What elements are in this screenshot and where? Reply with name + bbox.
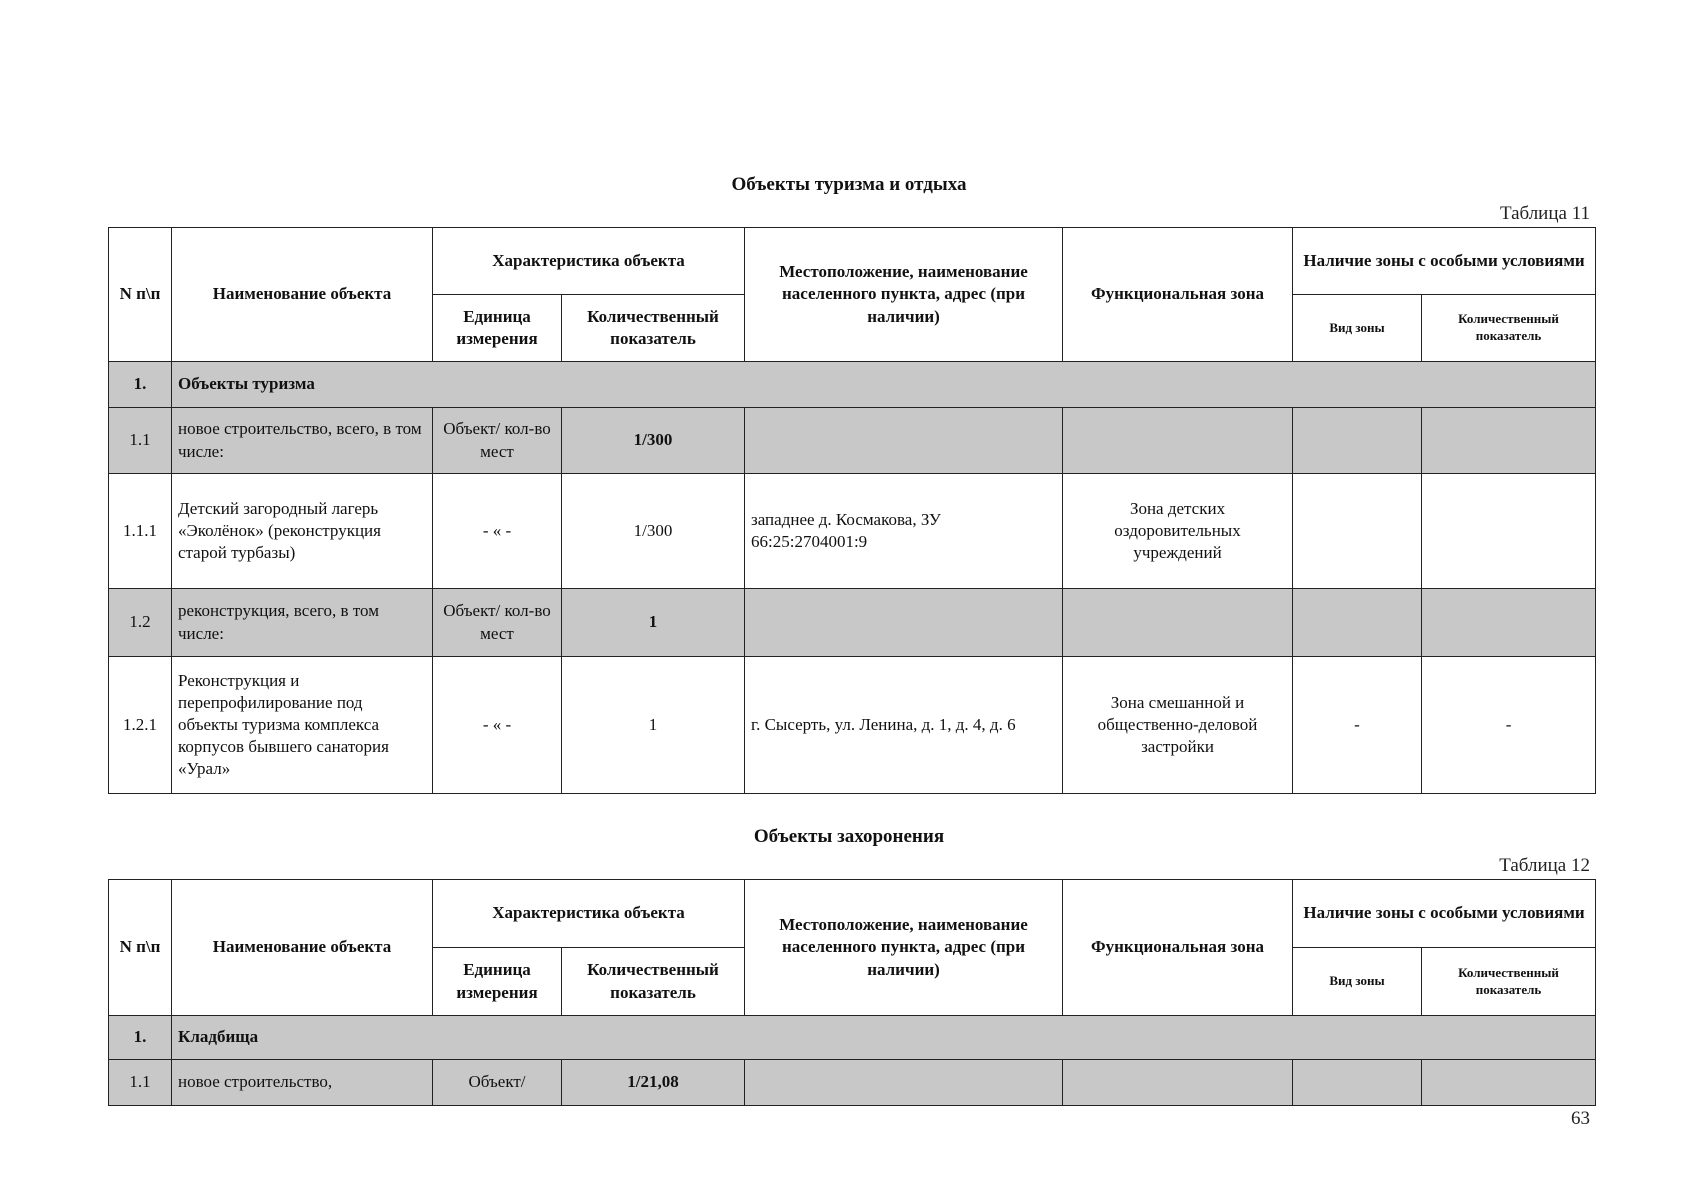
row-qty: 1/21,08	[562, 1060, 745, 1106]
row-special-type	[1293, 589, 1422, 657]
header-characteristic: Характеристика объекта	[433, 228, 745, 295]
row-special-qty	[1422, 408, 1596, 474]
table-row	[109, 474, 1596, 589]
header-special-type: Вид зоны	[1293, 295, 1422, 362]
header-location: Местоположение, наименование населенного пункта, адрес (при наличии)	[745, 880, 1063, 1016]
row-name: новое строительство,	[172, 1060, 433, 1106]
row-unit: - « -	[433, 474, 562, 589]
header-characteristic: Характеристика объекта	[433, 880, 745, 948]
row-location: западнее д. Космакова, ЗУ 66:25:2704001:9	[745, 474, 1063, 589]
table-11	[108, 227, 1596, 794]
row-location	[745, 408, 1063, 474]
row-num: 1.2	[109, 589, 172, 657]
row-qty: 1/300	[562, 408, 745, 474]
row-unit: Объект/ кол-во мест	[433, 408, 562, 474]
table-row	[109, 1060, 1596, 1106]
header-num: N п\п	[109, 228, 172, 362]
header-name: Наименование объекта	[172, 880, 433, 1016]
header-zone: Функциональная зона	[1063, 228, 1293, 362]
section-row	[109, 362, 1596, 408]
row-qty: 1	[562, 589, 745, 657]
header-special-qty: Количественный показатель	[1422, 295, 1596, 362]
table-row	[109, 657, 1596, 794]
header-name: Наименование объекта	[172, 228, 433, 362]
row-zone	[1063, 1060, 1293, 1106]
header-num: N п\п	[109, 880, 172, 1016]
header-special: Наличие зоны с особыми условиями	[1293, 880, 1596, 948]
row-special-type	[1293, 474, 1422, 589]
row-special-qty: -	[1422, 657, 1596, 794]
row-name: Реконструкция и перепрофилирование под объекты туризма комплекса корпусов бывшего санатория «Урал»	[172, 657, 433, 794]
row-location: г. Сысерть, ул. Ленина, д. 1, д. 4, д. 6	[745, 657, 1063, 794]
header-special-type: Вид зоны	[1293, 948, 1422, 1016]
row-special-type	[1293, 408, 1422, 474]
row-num: 1.1	[109, 408, 172, 474]
row-unit: Объект/ кол-во мест	[433, 589, 562, 657]
row-name: Детский загородный лагерь «Эколёнок» (реконструкция старой турбазы)	[172, 474, 433, 589]
header-special-qty: Количественный показатель	[1422, 948, 1596, 1016]
row-unit: Объект/	[433, 1060, 562, 1106]
table-row	[109, 408, 1596, 474]
row-qty: 1/300	[562, 474, 745, 589]
section-name: Объекты туризма	[172, 362, 1596, 408]
row-special-qty	[1422, 1060, 1596, 1106]
section-num: 1.	[109, 1016, 172, 1060]
row-num: 1.1.1	[109, 474, 172, 589]
row-special-type: -	[1293, 657, 1422, 794]
page-number: 63	[1571, 1108, 1590, 1129]
row-special-type	[1293, 1060, 1422, 1106]
section-name: Кладбища	[172, 1016, 1596, 1060]
row-special-qty	[1422, 474, 1596, 589]
header-zone: Функциональная зона	[1063, 880, 1293, 1016]
row-location	[745, 589, 1063, 657]
table-12-number: Таблица 12	[1499, 855, 1590, 876]
row-num: 1.1	[109, 1060, 172, 1106]
section-row	[109, 1016, 1596, 1060]
header-unit: Единица измерения	[433, 295, 562, 362]
table-11-title: Объекты туризма и отдыха	[731, 174, 967, 195]
row-name: реконструкция, всего, в том числе:	[172, 589, 433, 657]
section-num: 1.	[109, 362, 172, 408]
row-name: новое строительство, всего, в том числе:	[172, 408, 433, 474]
header-unit: Единица измерения	[433, 948, 562, 1016]
row-unit: - « -	[433, 657, 562, 794]
header-quantity: Количественный показатель	[562, 948, 745, 1016]
row-num: 1.2.1	[109, 657, 172, 794]
row-qty: 1	[562, 657, 745, 794]
row-zone: Зона смешанной и общественно-деловой застройки	[1063, 657, 1293, 794]
table-12	[108, 879, 1596, 1106]
header-special: Наличие зоны с особыми условиями	[1293, 228, 1596, 295]
row-zone: Зона детских оздоровительных учреждений	[1063, 474, 1293, 589]
row-zone	[1063, 408, 1293, 474]
row-zone	[1063, 589, 1293, 657]
table-11-number: Таблица 11	[1499, 203, 1590, 224]
header-quantity: Количественный показатель	[562, 295, 745, 362]
row-special-qty	[1422, 589, 1596, 657]
table-12-title: Объекты захоронения	[753, 826, 945, 847]
table-row	[109, 589, 1596, 657]
row-location	[745, 1060, 1063, 1106]
header-location: Местоположение, наименование населенного пункта, адрес (при наличии)	[745, 228, 1063, 362]
